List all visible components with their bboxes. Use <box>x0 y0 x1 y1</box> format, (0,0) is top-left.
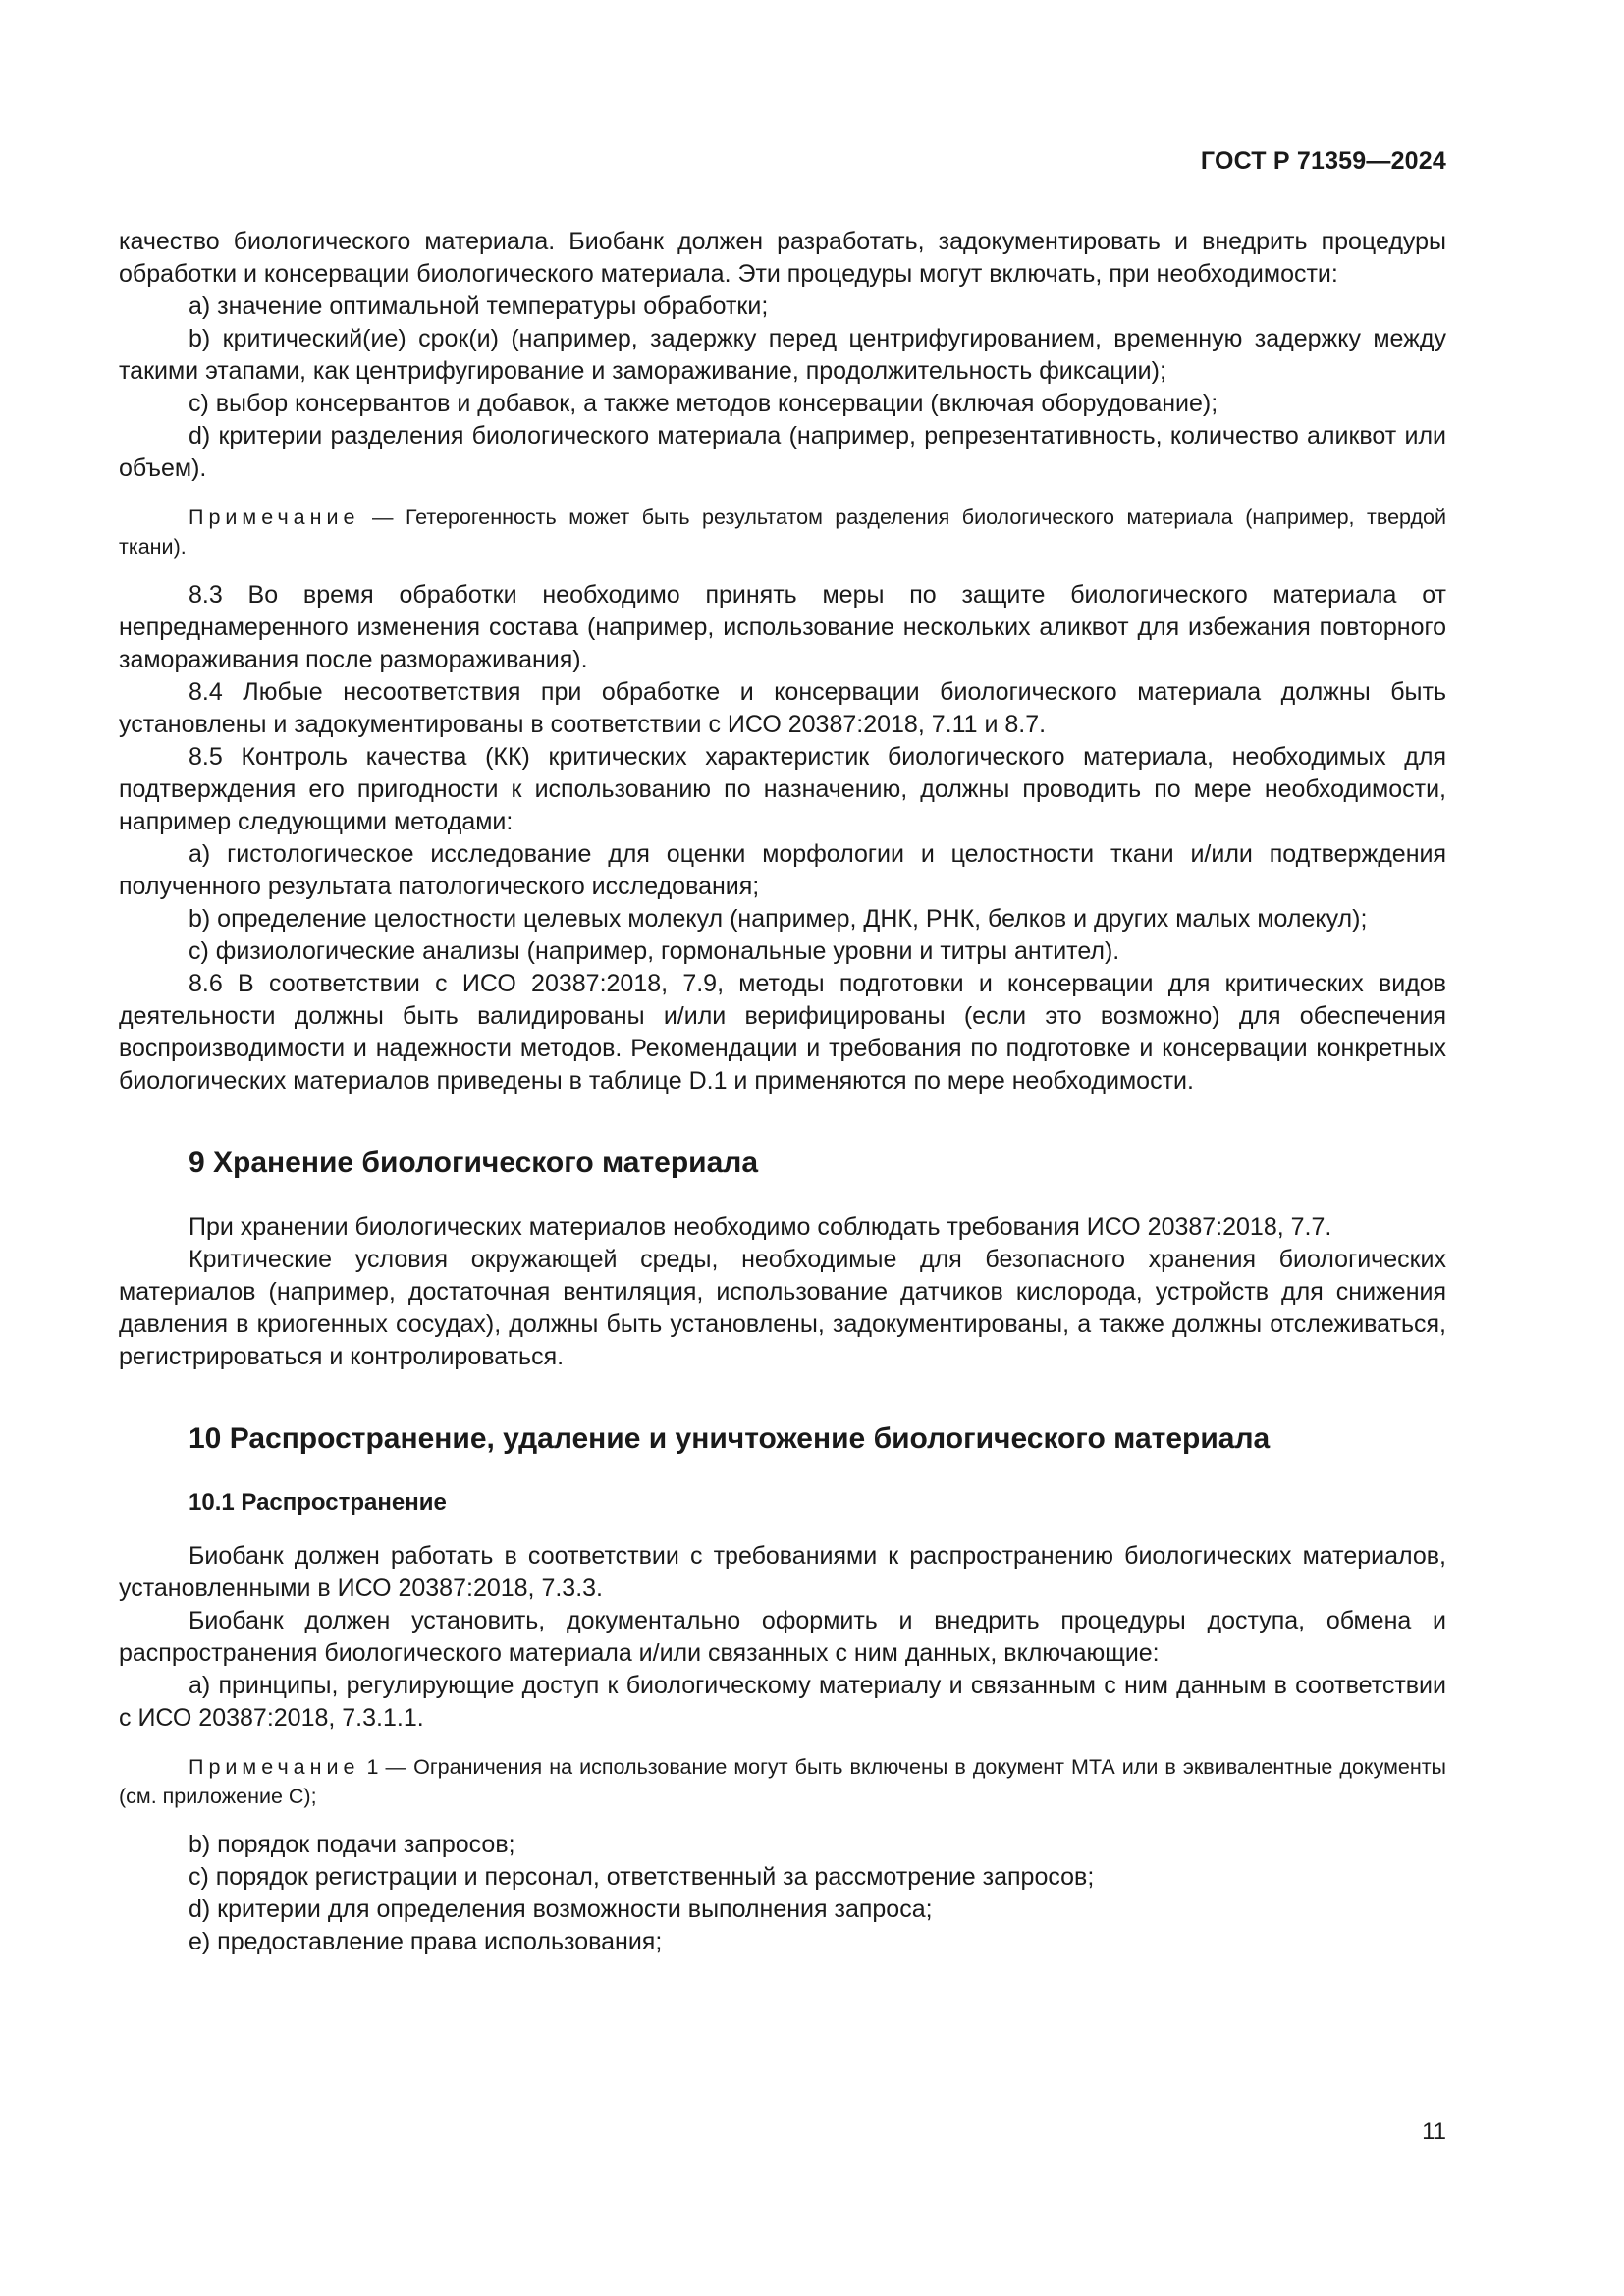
body-paragraph: b) определение целостности целевых молекул (например, ДНК, РНК, белков и других малых молекул); <box>189 905 1368 933</box>
document-body <box>119 226 1446 1958</box>
body-paragraph: c) порядок регистрации и персонал, ответственный за рассмотрение запросов; <box>189 1863 1095 1891</box>
note-label: Примечание <box>189 1755 360 1779</box>
body-paragraph: a) принципы, регулирующие доступ к биологическому материалу и связанным с ним данным в соответствии с ИСО 20387:2018, 7.3.1.1. <box>119 1672 1446 1732</box>
body-paragraph: качество биологического материала. Биобанк должен разработать, задокументировать и внедрить процедуры обработки и консервации биологического материала. Эти процедуры могут включать, при необходимости: <box>119 228 1446 288</box>
page-number: 11 <box>1422 2118 1446 2145</box>
body-paragraph: Биобанк должен работать в соответствии с требованиями к распространению биологических материалов, установленными в ИСО 20387:2018, 7.3.3. <box>119 1542 1446 1602</box>
body-paragraph: d) критерии разделения биологического материала (например, репрезентативность, количество аликвот или объем). <box>119 422 1446 482</box>
section-heading: 9 Хранение биологического материала <box>189 1147 759 1179</box>
body-paragraph: Биобанк должен установить, документально оформить и внедрить процедуры доступа, обмена и распространения биологического материала и/или связанных с ним данных, включающие: <box>119 1607 1446 1667</box>
body-paragraph: При хранении биологических материалов необходимо соблюдать требования ИСО 20387:2018, 7.7. <box>189 1213 1332 1241</box>
body-paragraph: e) предоставление права использования; <box>189 1928 663 1955</box>
note-text: — Гетерогенность может быть результатом разделения биологического материала (например, твердой ткани). <box>119 506 1446 559</box>
body-paragraph: c) выбор консервантов и добавок, а также методов консервации (включая оборудование); <box>189 390 1218 417</box>
note-text: 1 — Ограничения на использование могут быть включены в документ МТА или в эквивалентные документы (см. приложение C); <box>119 1755 1446 1808</box>
note-label: Примечание <box>189 506 360 529</box>
body-paragraph: d) критерии для определения возможности выполнения запроса; <box>189 1896 933 1923</box>
section-heading: 10 Распространение, удаление и уничтожение биологического материала <box>189 1422 1271 1455</box>
note-paragraph <box>119 1752 1446 1811</box>
body-paragraph: 8.4 Любые несоответствия при обработке и консервации биологического материала должны быть установлены и задокументированы в соответствии с ИСО 20387:2018, 7.11 и 8.7. <box>119 678 1446 738</box>
note-paragraph <box>119 503 1446 561</box>
body-paragraph: c) физиологические анализы (например, гормональные уровни и титры антител). <box>189 937 1120 965</box>
body-paragraph: 8.5 Контроль качества (КК) критических характеристик биологического материала, необходимых для подтверждения его пригодности к использованию по назначению, должны проводить по мере необходимости, например следующими методами: <box>119 743 1446 835</box>
body-paragraph: a) гистологическое исследование для оценки морфологии и целостности ткани и/или подтверждения полученного результата патологического исследования; <box>119 840 1446 900</box>
body-paragraph: Критические условия окружающей среды, необходимые для безопасного хранения биологических материалов (например, достаточная вентиляция, использование датчиков кислорода, устройств для снижения давления в криогенных сосудах), должны быть установлены, задокументированы, а также должны отслеживаться, регистрироваться и контролироваться. <box>119 1246 1446 1370</box>
body-paragraph: b) порядок подачи запросов; <box>189 1831 515 1858</box>
document-id-header: ГОСТ Р 71359—2024 <box>1200 147 1446 175</box>
body-paragraph: 8.3 Во время обработки необходимо принять меры по защите биологического материала от непреднамеренного изменения состава (например, использование нескольких аликвот для избежания повторного замораживания после размораживания). <box>119 581 1446 673</box>
body-paragraph: a) значение оптимальной температуры обработки; <box>189 293 769 320</box>
body-paragraph: 8.6 В соответствии с ИСО 20387:2018, 7.9, методы подготовки и консервации для критических видов деятельности должны быть валидированы и/или верифицированы (если это возможно) для обеспечения воспроизводимости и надежности методов. Рекомендации и требования по подготовке и консервации конкретных биологических материалов приведены в таблице D.1 и применяются по мере необходимости. <box>119 970 1446 1095</box>
body-paragraph: b) критический(ие) срок(и) (например, задержку перед центрифугированием, временную задержку между такими этапами, как центрифугирование и замораживание, продолжительность фиксации); <box>119 325 1446 385</box>
subsection-heading: 10.1 Распространение <box>189 1489 447 1516</box>
